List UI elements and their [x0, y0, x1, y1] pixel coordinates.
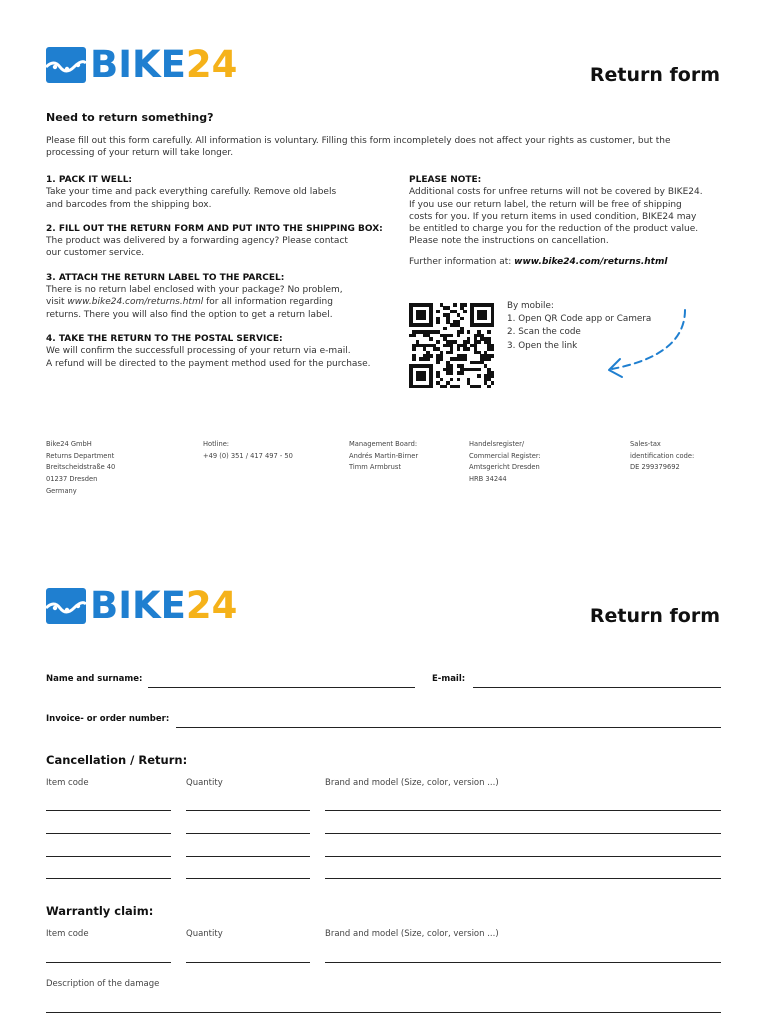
logo-bike: BIKE [90, 43, 186, 86]
returns-link[interactable]: www.bike24.com/returns.html [67, 297, 204, 308]
page-title: Return form [589, 64, 720, 86]
cancel-qty-field[interactable] [186, 878, 310, 879]
bike-chain-icon [46, 47, 86, 83]
footer-management: Management Board: Andrés Martin-Birner Timm Armbrust [349, 440, 419, 472]
step-1: 1. PACK IT WELL: Take your time and pack everything carefully. Remove old labels and barcodes from the shipping box. [46, 175, 337, 210]
cancel-brand-field[interactable] [325, 878, 721, 879]
cancel-qty-field[interactable] [186, 810, 310, 811]
bike24-logo [46, 43, 238, 86]
col-quantity-warranty: Quantity [186, 929, 223, 939]
warranty-qty-field[interactable] [186, 962, 310, 963]
mobile-instructions: By mobile: 1. Open QR Code app or Camera 2. Scan the code 3. Open the link [507, 301, 652, 351]
col-quantity: Quantity [186, 778, 223, 788]
cancel-item-field[interactable] [46, 856, 171, 857]
logo-24: 24 [185, 43, 238, 86]
name-label: Name and surname: [46, 674, 143, 684]
damage-field[interactable] [46, 1012, 721, 1013]
name-field[interactable] [148, 687, 415, 688]
cancel-qty-field[interactable] [186, 856, 310, 857]
step-2: 2. FILL OUT THE RETURN FORM AND PUT INTO THE SHIPPING BOX: The product was delivered by a forwarding agency? Please contact our customer service. [46, 223, 383, 259]
email-label: E-mail: [432, 674, 466, 684]
warranty-heading: Warrantly claim: [46, 904, 154, 918]
order-label: Invoice- or order number: [46, 714, 170, 724]
cancel-brand-field[interactable] [325, 810, 721, 811]
intro-heading: Need to return something? [46, 111, 214, 124]
form-title: Return form [589, 605, 720, 627]
bike24-logo-form: BIKE24 [46, 587, 237, 624]
further-info: Further information at: www.bike24.com/returns.html [409, 256, 668, 267]
footer-hotline: Hotline: +49 (0) 351 / 417 497 - 50 [203, 440, 293, 460]
cancellation-heading: Cancellation / Return: [46, 753, 188, 767]
cancel-brand-field[interactable] [325, 833, 721, 834]
cancel-qty-field[interactable] [186, 833, 310, 834]
footer-tax: Sales-tax identification code: DE 299379692 [630, 440, 695, 472]
intro-text: Please fill out this form carefully. All information is voluntary. Filling this form incompletely does not affect your rights as customer, but the processing of your return will take longer. [46, 136, 671, 159]
footer-address: Bike24 GmbH Returns Department Breitscheidstraße 40 01237 Dresden Germany [46, 440, 116, 495]
bike-chain-icon [46, 588, 86, 624]
cancel-brand-field[interactable] [325, 856, 721, 857]
col-brand-model: Brand and model (Size, color, version ...) [325, 778, 499, 788]
step-4: 4. TAKE THE RETURN TO THE POSTAL SERVICE: We will confirm the successfull processing of your return via e-mail. A refund will be directed to the payment method used for the purchase. [46, 333, 371, 369]
cancel-item-field[interactable] [46, 833, 171, 834]
warranty-item-field[interactable] [46, 962, 171, 963]
cancel-item-field[interactable] [46, 810, 171, 811]
email-field[interactable] [473, 687, 721, 688]
cancel-item-field[interactable] [46, 878, 171, 879]
qr-code[interactable] [409, 303, 494, 388]
col-item-code-warranty: Item code [46, 929, 89, 939]
steps-list [46, 174, 396, 382]
further-info-link[interactable]: www.bike24.com/returns.html [514, 256, 668, 267]
step-3: 3. ATTACH THE RETURN LABEL TO THE PARCEL: There is no return label enclosed with your package? No problem, visit www.bike24.com/returns.html for all information regarding returns. There you will also find the option to get a return label. [46, 272, 343, 320]
order-field[interactable] [176, 727, 721, 728]
footer-register: Handelsregister/ Commercial Register: Amtsgericht Dresden HRB 34244 [469, 440, 541, 484]
col-item-code: Item code [46, 778, 89, 788]
warranty-brand-field[interactable] [325, 962, 721, 963]
damage-label: Description of the damage [46, 979, 160, 989]
col-brand-model-warranty: Brand and model (Size, color, version ...) [325, 929, 499, 939]
dashed-arrow-icon [600, 305, 695, 385]
please-note-block: PLEASE NOTE: Additional costs for unfree returns will not be covered by BIKE24. If you use our return label, the return will be free of shipping costs for you. If you return items in used condition, BIKE24 may be entitled to charge you for the reduction of the product value. Please note the instructions on cancellation. Further information at: www.bike24.com/returns.html [409, 174, 729, 268]
